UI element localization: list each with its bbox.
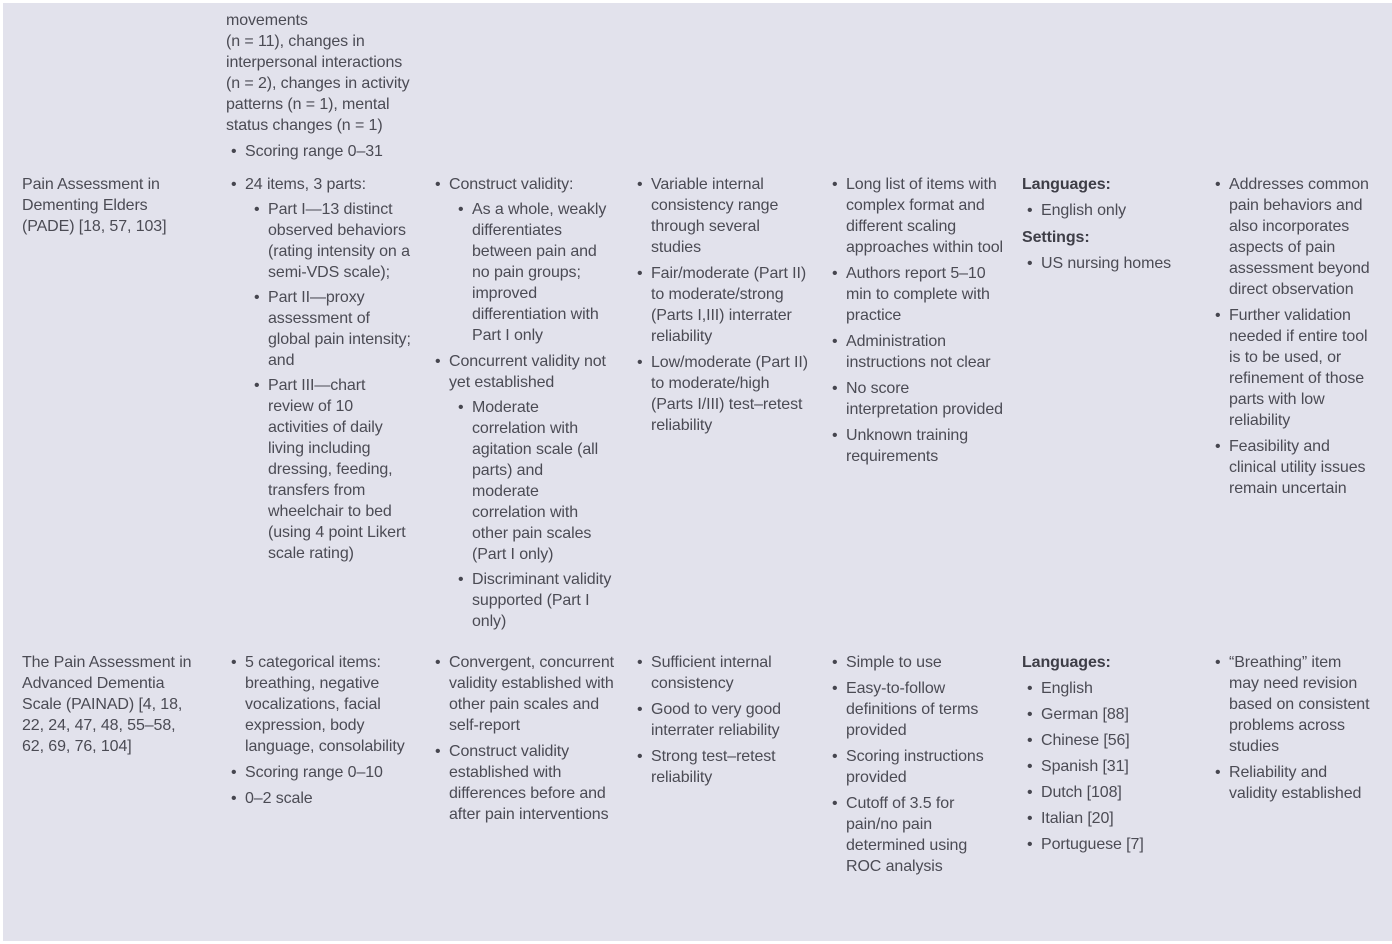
bullet-icon: •: [832, 748, 838, 765]
bullet-item: [430, 351, 614, 393]
bullet-icon: •: [637, 654, 643, 671]
cell-languages-settings: [1022, 174, 1210, 274]
bullet-icon: •: [1027, 680, 1033, 697]
continuation-text: (n = 11), changes in interpersonal interactions (n = 2), changes in activity patterns (n = 1), mental status changes (n = 1): [226, 33, 410, 134]
bullet-icon: •: [832, 795, 838, 812]
bullet-text: Concurrent validity not yet established: [449, 353, 606, 391]
bullet-icon: •: [832, 654, 838, 671]
bullet-text: Discriminant validity supported (Part I only): [472, 571, 612, 630]
bullet-icon: •: [1027, 810, 1033, 827]
bullet-item: [226, 141, 412, 162]
bullet-text: Part III—chart review of 10 activities of daily living including dressing, feeding, transfers from wheelchair to bed (using 4 point Likert scale rating): [268, 377, 406, 562]
cell-languages-settings: [1022, 652, 1210, 855]
cell-items: [226, 652, 430, 809]
bullet-icon: •: [832, 380, 838, 397]
bullet-icon: •: [254, 377, 260, 394]
bullet-text: As a whole, weakly differentiates between pain and no pain groups; improved differentiation with Part I only: [472, 201, 607, 344]
bullet-item: [632, 699, 809, 741]
cell-tool: [22, 174, 226, 237]
bullet-icon: •: [1215, 307, 1221, 324]
bullet-text: Part I—13 distinct observed behaviors (rating intensity on a semi-VDS scale);: [268, 201, 410, 281]
bullet-text: Addresses common pain behaviors and also incorporates aspects of pain assessment beyond direct observation: [1229, 176, 1370, 298]
bullet-icon: •: [435, 654, 441, 671]
bullet-icon: •: [637, 265, 643, 282]
bullet-item: [226, 762, 412, 783]
bullet-item: [430, 652, 614, 736]
bullet-icon: •: [254, 201, 260, 218]
bullet-text: Part II—proxy assessment of global pain intensity; and: [268, 289, 411, 369]
cell-feasibility: [827, 174, 1022, 467]
cell-items: [226, 10, 430, 162]
bullet-item: [249, 375, 412, 564]
cell-validity: [430, 652, 632, 825]
bullet-icon: •: [637, 354, 643, 371]
bullet-text: Reliability and validity established: [1229, 764, 1362, 802]
bullet-text: Chinese [56]: [1041, 732, 1130, 749]
bullet-item: [453, 569, 614, 632]
bullet-icon: •: [1215, 654, 1221, 671]
bullet-text: Scoring range 0–10: [245, 764, 383, 781]
bullet-text: English only: [1041, 202, 1127, 219]
bullet-item: [827, 331, 1004, 373]
bullet-icon: •: [1215, 176, 1221, 193]
bullet-item: [1210, 762, 1374, 804]
bullet-icon: •: [231, 654, 237, 671]
bullet-icon: •: [1027, 836, 1033, 853]
bullet-item: [1022, 678, 1192, 699]
bullet-item: [1210, 174, 1374, 300]
bullet-item: [827, 425, 1004, 467]
cell-reliability: [632, 652, 827, 788]
bullet-icon: •: [458, 399, 464, 416]
bullet-text: Good to very good interrater reliability: [651, 701, 781, 739]
bullet-item: [827, 652, 1004, 673]
bullet-icon: •: [1215, 764, 1221, 781]
section-header: Languages:: [1022, 654, 1111, 671]
bullet-item: [1022, 253, 1192, 274]
bullet-text: Italian [20]: [1041, 810, 1114, 827]
bullet-item: [1022, 782, 1192, 803]
bullet-icon: •: [1027, 758, 1033, 775]
bullet-text: Scoring instructions provided: [846, 748, 984, 786]
bullet-item: [827, 378, 1004, 420]
bullet-icon: •: [1027, 706, 1033, 723]
section-header: Settings:: [1022, 229, 1090, 246]
section-header: Languages:: [1022, 176, 1111, 193]
bullet-item: [226, 652, 412, 757]
bullet-item: [249, 199, 412, 283]
bullet-text: German [88]: [1041, 706, 1129, 723]
cell-feasibility: [827, 652, 1022, 877]
bullet-text: Further validation needed if entire tool is to be used, or refinement of those parts with low reliability: [1229, 307, 1368, 429]
bullet-icon: •: [637, 701, 643, 718]
bullet-text: Scoring range 0–31: [245, 143, 383, 160]
bullet-icon: •: [637, 176, 643, 193]
bullet-item: [1022, 730, 1192, 751]
bullet-item: [430, 741, 614, 825]
bullet-item: [1210, 436, 1374, 499]
bullet-item: [226, 174, 412, 195]
bullet-item: [632, 652, 809, 694]
bullet-text: English: [1041, 680, 1093, 697]
bullet-text: 0–2 scale: [245, 790, 313, 807]
bullet-text: Portuguese [7]: [1041, 836, 1144, 853]
bullet-text: Long list of items with complex format and different scaling approaches within tool: [846, 176, 1004, 256]
bullet-item: [430, 174, 614, 195]
bullet-icon: •: [254, 289, 260, 306]
bullet-item: [827, 678, 1004, 741]
bullet-icon: •: [1027, 255, 1033, 272]
bullet-icon: •: [832, 333, 838, 350]
bullet-item: [827, 793, 1004, 877]
bullet-icon: •: [231, 764, 237, 781]
bullet-text: No score interpretation provided: [846, 380, 1003, 418]
table-row: [22, 10, 1392, 162]
bullet-text: 24 items, 3 parts:: [245, 176, 366, 193]
bullet-icon: •: [231, 143, 237, 160]
bullet-item: [827, 263, 1004, 326]
bullet-icon: •: [435, 743, 441, 760]
bullet-item: [453, 199, 614, 346]
bullet-text: Cutoff of 3.5 for pain/no pain determined using ROC analysis: [846, 795, 968, 875]
bullet-icon: •: [832, 176, 838, 193]
tool-name: The Pain Assessment in Advanced Dementia Scale (PAINAD) [4, 18, 22, 24, 47, 48, 55–58, 62, 69, 76, 104]: [22, 654, 192, 755]
bullet-item: [827, 174, 1004, 258]
bullet-item: [1022, 704, 1192, 725]
bullet-icon: •: [435, 353, 441, 370]
cell-comments: [1210, 174, 1392, 499]
bullet-icon: •: [1215, 438, 1221, 455]
bullet-text: Sufficient internal consistency: [651, 654, 772, 692]
bullet-item: [1022, 200, 1192, 221]
bullet-item: [632, 352, 809, 436]
bullet-text: Convergent, concurrent validity established with other pain scales and self-report: [449, 654, 615, 734]
table-row: [22, 174, 1392, 632]
bullet-icon: •: [832, 265, 838, 282]
comparison-table: [3, 3, 1392, 941]
bullet-item: [1022, 756, 1192, 777]
bullet-text: Variable internal consistency range through several studies: [651, 176, 779, 256]
bullet-text: Low/moderate (Part II) to moderate/high (Parts I/III) test–retest reliability: [651, 354, 808, 434]
bullet-item: [453, 397, 614, 565]
bullet-icon: •: [231, 176, 237, 193]
bullet-icon: •: [458, 571, 464, 588]
bullet-text: Moderate correlation with agitation scale (all parts) and moderate correlation with other pain scales (Part I only): [472, 399, 599, 563]
bullet-text: Feasibility and clinical utility issues remain uncertain: [1229, 438, 1366, 497]
bullet-icon: •: [832, 680, 838, 697]
bullet-item: [632, 263, 809, 347]
bullet-item: [827, 746, 1004, 788]
bullet-icon: •: [231, 790, 237, 807]
bullet-item: [1210, 305, 1374, 431]
bullet-icon: •: [458, 201, 464, 218]
bullet-item: [1022, 808, 1192, 829]
bullet-text: Easy-to-follow definitions of terms provided: [846, 680, 979, 739]
continuation-text: movements: [226, 12, 308, 29]
bullet-item: [1022, 834, 1192, 855]
table-row: [22, 652, 1392, 877]
bullet-item: [632, 746, 809, 788]
bullet-text: Administration instructions not clear: [846, 333, 991, 371]
tool-name: Pain Assessment in Dementing Elders (PADE) [18, 57, 103]: [22, 176, 167, 235]
bullet-item: [632, 174, 809, 258]
bullet-text: Spanish [31]: [1041, 758, 1129, 775]
bullet-icon: •: [637, 748, 643, 765]
bullet-icon: •: [832, 427, 838, 444]
bullet-text: Dutch [108]: [1041, 784, 1122, 801]
bullet-item: [249, 287, 412, 371]
bullet-icon: •: [1027, 202, 1033, 219]
bullet-text: Authors report 5–10 min to complete with practice: [846, 265, 990, 324]
bullet-icon: •: [1027, 732, 1033, 749]
cell-tool: [22, 652, 226, 757]
bullet-text: US nursing homes: [1041, 255, 1172, 272]
cell-validity: [430, 174, 632, 632]
bullet-text: Strong test–retest reliability: [651, 748, 776, 786]
bullet-text: Simple to use: [846, 654, 942, 671]
bullet-item: [1210, 652, 1374, 757]
bullet-text: Construct validity:: [449, 176, 574, 193]
bullet-text: Fair/moderate (Part II) to moderate/strong (Parts I,III) interrater reliability: [651, 265, 807, 345]
bullet-text: 5 categorical items: breathing, negative vocalizations, facial expression, body language, consolability: [245, 654, 405, 755]
cell-reliability: [632, 174, 827, 436]
bullet-item: [226, 788, 412, 809]
bullet-icon: •: [435, 176, 441, 193]
bullet-text: Construct validity established with differences before and after pain interventions: [449, 743, 609, 823]
bullet-text: Unknown training requirements: [846, 427, 969, 465]
bullet-icon: •: [1027, 784, 1033, 801]
bullet-text: “Breathing” item may need revision based on consistent problems across studies: [1229, 654, 1370, 755]
cell-comments: [1210, 652, 1392, 804]
cell-items: [226, 174, 430, 564]
